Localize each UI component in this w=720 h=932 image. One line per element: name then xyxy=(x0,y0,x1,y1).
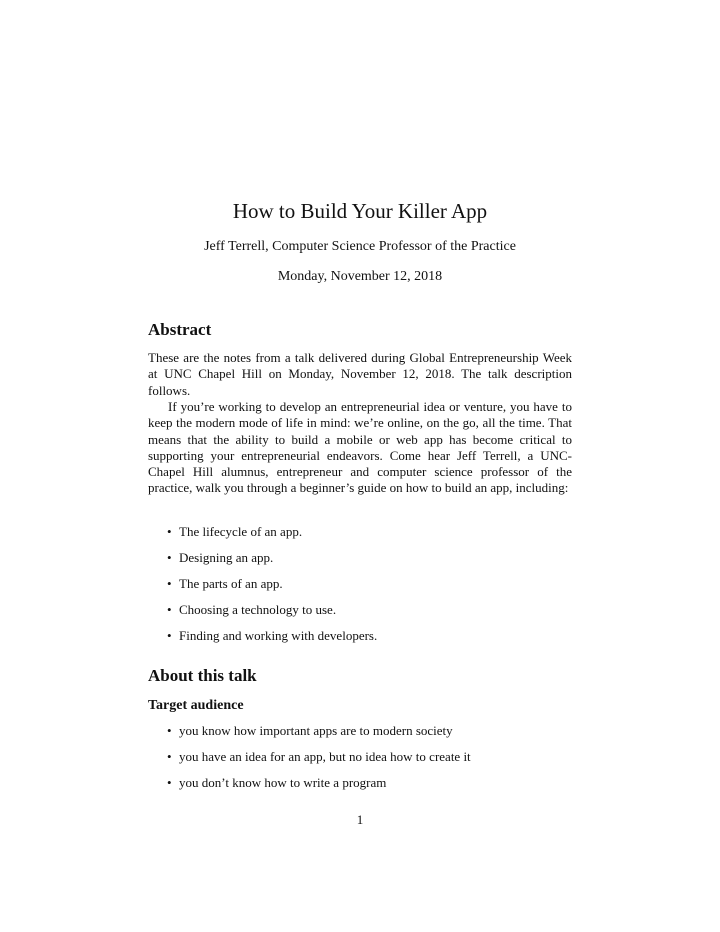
abstract-heading: Abstract xyxy=(148,320,212,339)
document-date: Monday, November 12, 2018 xyxy=(277,269,443,284)
list-item: • you don’t know how to write a program xyxy=(167,775,387,790)
list-item: • The lifecycle of an app. xyxy=(167,524,303,539)
list-item: • The parts of an app. xyxy=(167,576,283,591)
bullet-icon: • xyxy=(167,576,172,591)
list-item: • you have an idea for an app, but no idea how to create it xyxy=(167,749,471,764)
list-item: • Choosing a technology to use. xyxy=(167,602,337,617)
abstract-paragraph-1: These are the notes from a talk delivered during Global Entrepreneurship Week at UNC Chapel Hill on Monday, November 12, 2018. The talk description follows. xyxy=(148,350,572,398)
document-title: How to Build Your Killer App xyxy=(232,199,488,223)
list-item: • you know how important apps are to modern society xyxy=(167,723,453,738)
target-audience-heading: Target audience xyxy=(148,698,244,713)
bullet-icon: • xyxy=(167,749,172,764)
list-item: • Finding and working with developers. xyxy=(167,628,378,643)
bullet-icon: • xyxy=(167,524,172,539)
abstract-paragraph-2: If you’re working to develop an entrepreneurial idea or venture, you have to keep the modern mode of life in mind: we’re online, on the go, all the time. That means that the ability to build a mobile or web app has become critical to supporting your entrepreneurial endeavors. Come hear Jeff Terrell, a UNC-Chapel Hill alumnus, entrepreneur and computer science professor of the practice, walk you through a beginner’s guide on how to build an app, including: xyxy=(148,399,572,496)
about-heading: About this talk xyxy=(148,666,257,685)
bullet-icon: • xyxy=(167,602,172,617)
bullet-icon: • xyxy=(167,723,172,738)
bullet-icon: • xyxy=(167,775,172,790)
document-author: Jeff Terrell, Computer Science Professor of the Practice xyxy=(204,239,516,254)
bullet-icon: • xyxy=(167,628,172,643)
list-item: • Designing an app. xyxy=(167,550,274,565)
bullet-icon: • xyxy=(167,550,172,565)
page-number: 1 xyxy=(356,812,364,827)
